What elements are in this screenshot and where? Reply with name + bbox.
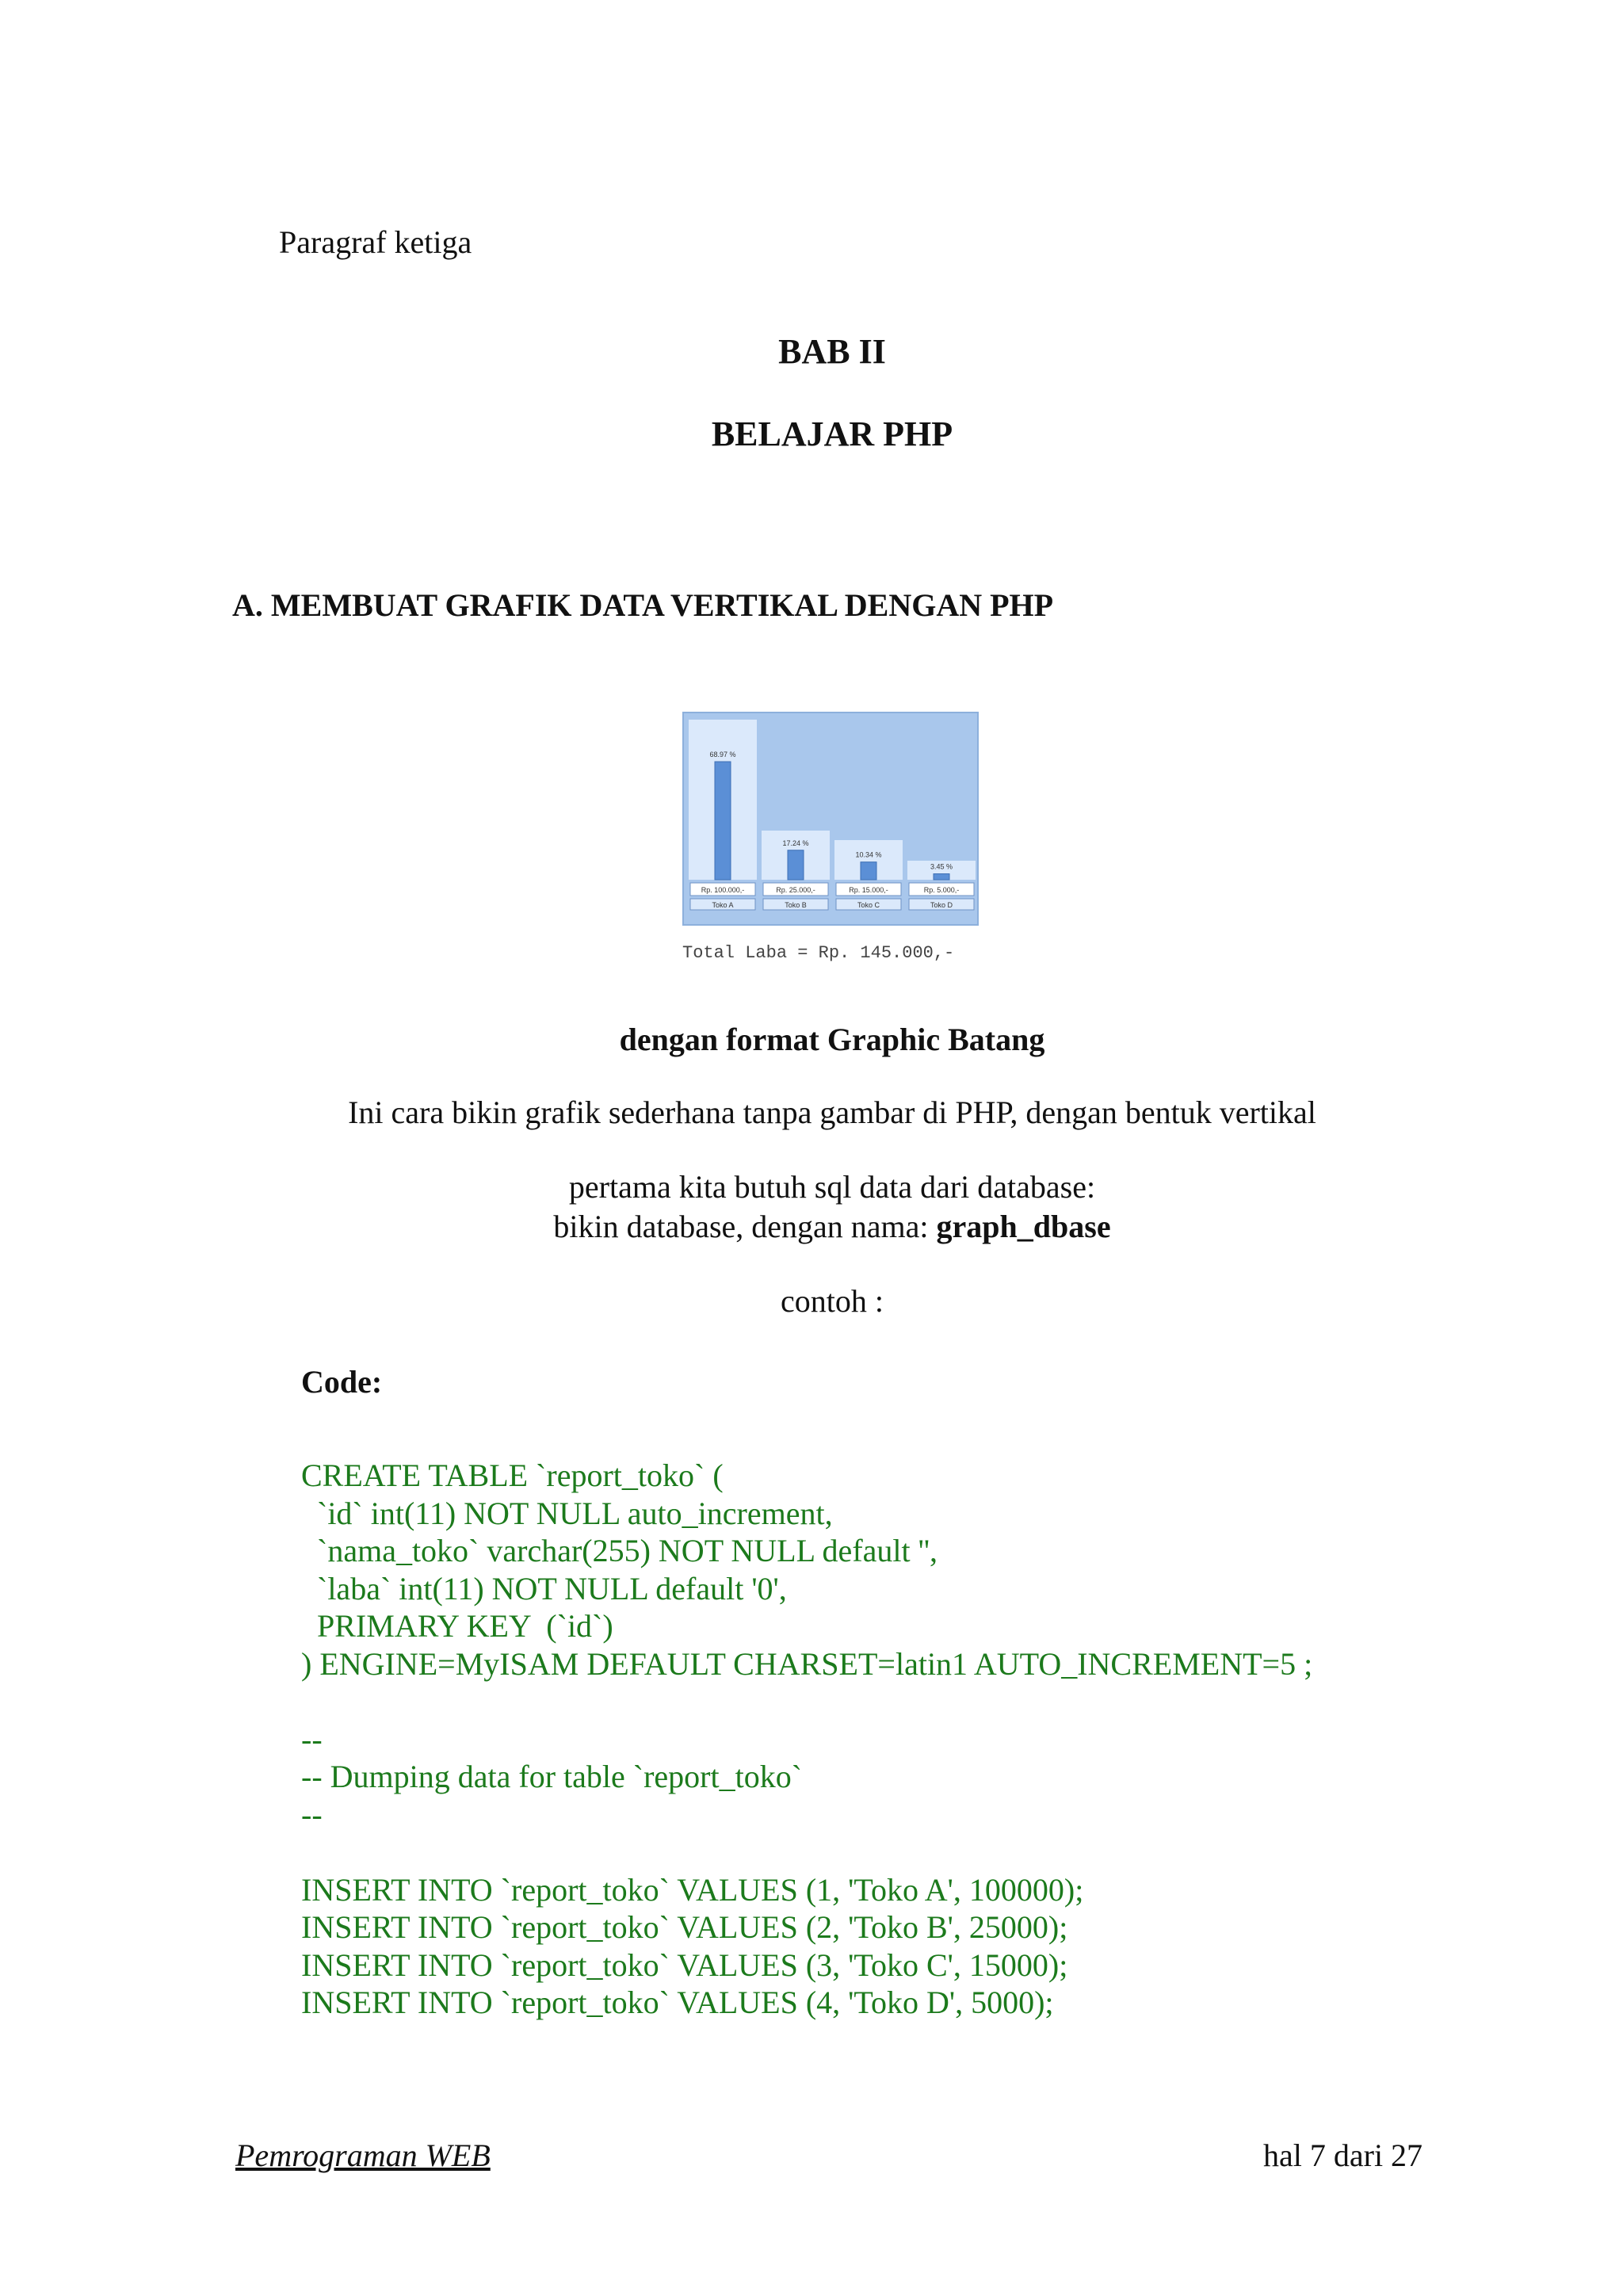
footer-course-title: Pemrograman WEB <box>235 2137 491 2173</box>
code-line: INSERT INTO `report_toko` VALUES (1, 'Toko A', 100000); <box>301 1871 1084 1908</box>
code-line: INSERT INTO `report_toko` VALUES (2, 'Toko B', 25000); <box>301 1909 1068 1945</box>
chart-amount-label: Rp. 5.000,- <box>923 886 960 894</box>
chart-percent-label: 3.45 % <box>930 862 953 871</box>
chapter-title: BELAJAR PHP <box>711 415 953 453</box>
chart-bar <box>788 850 804 880</box>
code-line: INSERT INTO `report_toko` VALUES (4, 'Toko D', 5000); <box>301 1985 1054 2020</box>
chart-amount-label: Rp. 15.000,- <box>849 886 888 894</box>
chapter-number: BAB II <box>778 332 886 371</box>
code-line: -- <box>301 1721 323 1757</box>
example-label: contoh : <box>781 1283 884 1319</box>
figure-caption: dengan format Graphic Batang <box>619 1022 1045 1057</box>
instruction-line-2-text: bikin database, dengan nama: <box>553 1209 937 1244</box>
code-line: PRIMARY KEY (`id`) <box>301 1608 613 1644</box>
section-title: A. MEMBUAT GRAFIK DATA VERTIKAL DENGAN PHP <box>232 587 1054 623</box>
code-line: INSERT INTO `report_toko` VALUES (3, 'Toko C', 15000); <box>301 1946 1068 1983</box>
instruction-line-1: pertama kita butuh sql data dari database: <box>568 1169 1096 1205</box>
chart-category-label: Toko C <box>857 901 880 909</box>
chart-category-label: Toko B <box>785 901 807 909</box>
code-line <box>301 1833 1312 1871</box>
chart-percent-label: 68.97 % <box>709 751 736 759</box>
total-laba-label: Total Laba = Rp. 145.000,- <box>682 943 955 963</box>
bar-chart-figure <box>682 712 979 926</box>
footer-page-number: hal 7 dari 27 <box>1263 2137 1423 2173</box>
database-name: graph_dbase <box>936 1209 1111 1244</box>
bar-chart-svg <box>684 713 977 924</box>
intro-text: Ini cara bikin grafik sederhana tanpa gambar di PHP, dengan bentuk vertikal <box>348 1095 1316 1130</box>
code-label: Code: <box>301 1364 383 1400</box>
chart-bar <box>934 874 949 880</box>
code-line: `nama_toko` varchar(255) NOT NULL default '', <box>301 1533 938 1568</box>
code-line: -- Dumping data for table `report_toko` <box>301 1759 803 1794</box>
chart-amount-label: Rp. 25.000,- <box>776 886 815 894</box>
sql-code-block <box>301 1457 1312 2022</box>
chart-bar <box>715 762 731 880</box>
code-line: ) ENGINE=MyISAM DEFAULT CHARSET=latin1 AUTO_INCREMENT=5 ; <box>301 1645 1313 1682</box>
chart-percent-label: 10.34 % <box>855 850 882 859</box>
code-line <box>301 1683 1312 1721</box>
chart-category-label: Toko A <box>712 901 734 909</box>
chart-percent-label: 17.24 % <box>782 839 809 847</box>
code-line: CREATE TABLE `report_toko` ( <box>301 1457 724 1493</box>
chart-category-label: Toko D <box>930 901 953 909</box>
chart-bar <box>861 862 876 880</box>
code-line: -- <box>301 1796 323 1832</box>
chart-amount-label: Rp. 100.000,- <box>701 886 745 894</box>
paragraph-text: Paragraf ketiga <box>279 224 472 260</box>
code-line: `laba` int(11) NOT NULL default '0', <box>301 1570 787 1606</box>
instruction-line-2 <box>0 1208 1623 1245</box>
code-line: `id` int(11) NOT NULL auto_increment, <box>301 1495 833 1531</box>
